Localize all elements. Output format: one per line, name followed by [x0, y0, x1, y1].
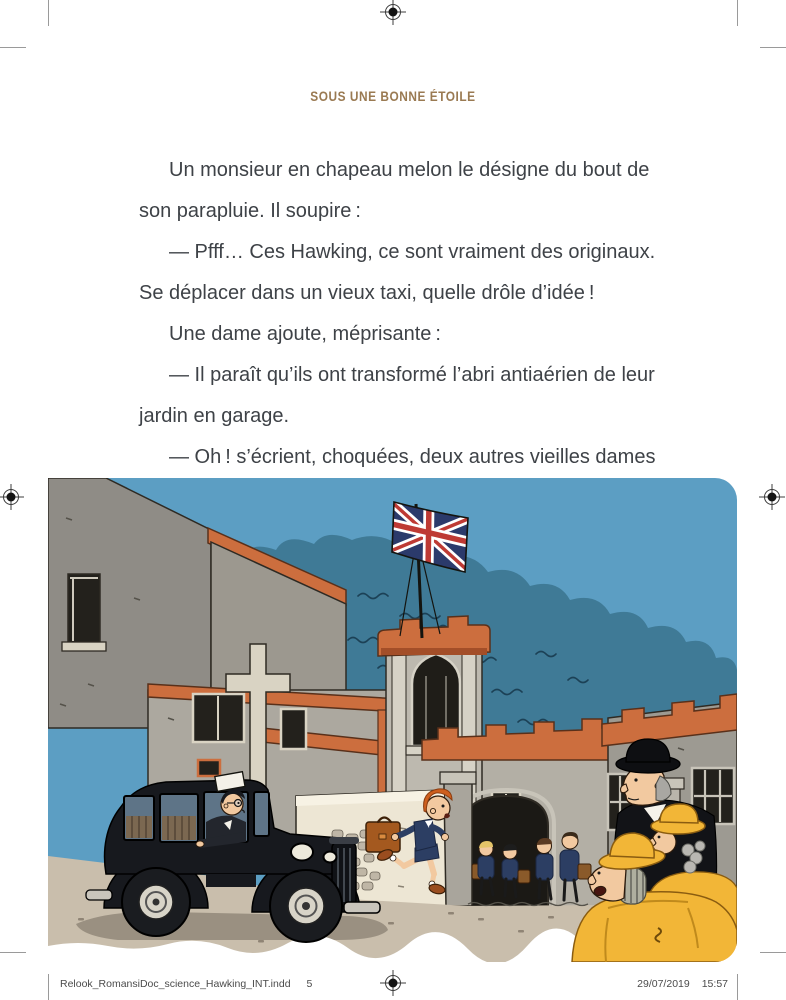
crop-mark: [48, 974, 49, 1000]
text-line: Un monsieur en chapeau melon le désigne du bout de: [169, 159, 650, 181]
crop-mark: [0, 47, 26, 48]
crop-mark: [737, 974, 738, 1000]
crop-mark: [0, 952, 26, 953]
street-scene-illustration: [48, 478, 737, 962]
running-header: [0, 88, 786, 106]
footer-filename-block: [60, 978, 312, 990]
registration-mark-icon: [380, 0, 406, 25]
text-line: jardin en garage.: [139, 405, 290, 427]
text-line: — Pfff… Ces Hawking, ce sont vraiment des originaux.: [169, 241, 656, 263]
proof-date: 29/07/2019: [637, 978, 690, 990]
body-text: [139, 150, 679, 519]
rear-wheel: [122, 868, 190, 936]
text-line: — Il paraît qu’ils ont transformé l’abri antiaérien de leur: [169, 364, 655, 386]
proof-footer: [60, 978, 728, 994]
page-number: 5: [306, 978, 313, 990]
filename: Relook_RomansiDoc_science_Hawking_INT.indd: [60, 978, 291, 990]
illustration: [48, 478, 737, 962]
crop-mark: [760, 47, 786, 48]
front-wheel: [270, 870, 342, 942]
registration-mark-icon: [0, 484, 24, 510]
proof-time: 15:57: [701, 978, 728, 990]
text-line: son parapluie. Il soupire :: [139, 200, 361, 222]
crop-mark: [760, 952, 786, 953]
chapter-title: SOUS UNE BONNE ÉTOILE: [310, 89, 476, 104]
text-line: Se déplacer dans un vieux taxi, quelle drôle d’idée !: [139, 282, 595, 304]
text-line: — Oh ! s’écrient, choquées, deux autres vieilles dames: [169, 446, 656, 468]
footer-datetime-block: [637, 978, 728, 990]
registration-mark-icon: [759, 484, 785, 510]
crop-mark: [737, 0, 738, 26]
text-line: Une dame ajoute, méprisante :: [169, 323, 441, 345]
crop-mark: [48, 0, 49, 26]
